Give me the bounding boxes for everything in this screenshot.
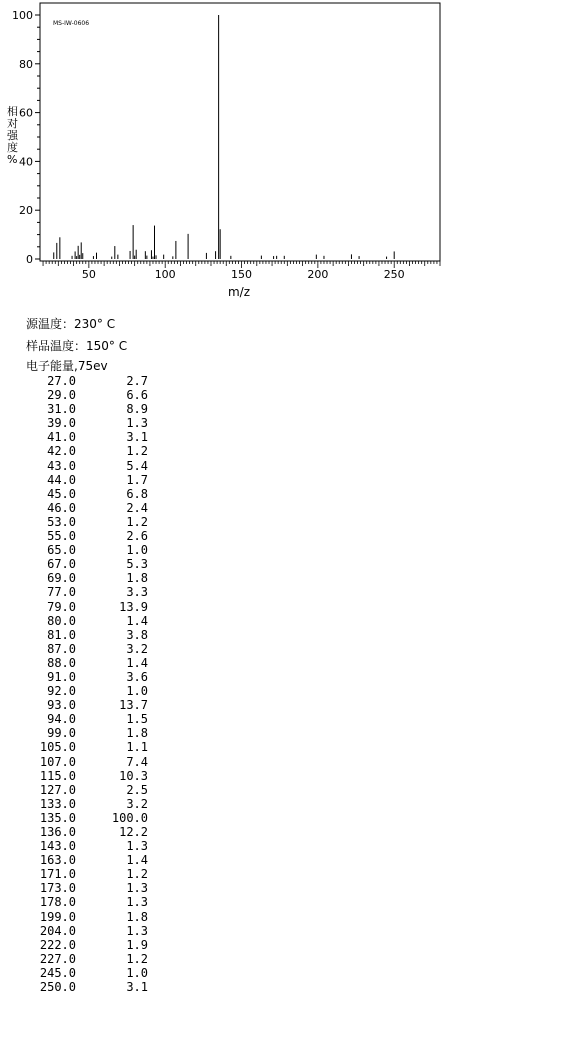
intensity-value: 1.0 bbox=[126, 684, 148, 699]
x-axis-label: m/z bbox=[227, 285, 251, 299]
intensity-value: 5.4 bbox=[126, 458, 148, 473]
table-row bbox=[18, 684, 148, 698]
table-row bbox=[18, 585, 148, 599]
intensity-value: 3.1 bbox=[126, 430, 148, 445]
x-tick-label: 200 bbox=[307, 268, 329, 281]
mz-value: 105.0 bbox=[39, 740, 76, 755]
intensity-value: 1.2 bbox=[126, 444, 148, 459]
mass-spectrum-chart bbox=[0, 0, 570, 305]
y-tick-label: 20 bbox=[19, 204, 33, 218]
table-row bbox=[18, 402, 148, 416]
mz-value: 143.0 bbox=[39, 839, 76, 854]
intensity-value: 1.2 bbox=[126, 951, 148, 966]
table-row bbox=[18, 783, 148, 797]
chart-title: MS-IW-0606 bbox=[53, 20, 90, 27]
intensity-value: 10.3 bbox=[119, 768, 148, 783]
intensity-value: 2.7 bbox=[126, 374, 148, 388]
intensity-value: 1.0 bbox=[126, 543, 148, 558]
table-row bbox=[18, 642, 148, 656]
table-row bbox=[18, 726, 148, 740]
mz-value: 222.0 bbox=[39, 937, 76, 952]
mz-value: 250.0 bbox=[39, 980, 76, 995]
table-row bbox=[18, 501, 148, 515]
mz-value: 31.0 bbox=[47, 402, 76, 417]
mz-value: 245.0 bbox=[39, 965, 76, 980]
mz-value: 204.0 bbox=[39, 923, 76, 938]
intensity-value: 1.7 bbox=[126, 472, 148, 487]
mz-value: 44.0 bbox=[47, 472, 76, 487]
mz-value: 27.0 bbox=[47, 374, 76, 388]
intensity-value: 3.8 bbox=[126, 627, 148, 642]
y-axis-label: 相对强度% bbox=[7, 105, 18, 166]
mz-value: 133.0 bbox=[39, 796, 76, 811]
table-row bbox=[18, 515, 148, 529]
intensity-value: 1.3 bbox=[126, 881, 148, 896]
mz-value: 87.0 bbox=[47, 641, 76, 656]
x-tick-label: 50 bbox=[81, 268, 96, 281]
table-row bbox=[18, 614, 148, 628]
mz-value: 127.0 bbox=[39, 782, 76, 797]
intensity-value: 1.2 bbox=[126, 514, 148, 529]
mz-value: 69.0 bbox=[47, 571, 76, 586]
table-row bbox=[18, 459, 148, 473]
table-row bbox=[18, 797, 148, 811]
intensity-value: 1.8 bbox=[126, 571, 148, 586]
source-temperature: 源温度：230° C bbox=[26, 317, 116, 331]
mz-value: 171.0 bbox=[39, 867, 76, 882]
table-row bbox=[18, 881, 148, 895]
intensity-value: 1.0 bbox=[126, 965, 148, 980]
spectrum-peaks bbox=[54, 15, 394, 259]
intensity-value: 2.4 bbox=[126, 500, 148, 515]
table-row bbox=[18, 600, 148, 614]
mz-value: 91.0 bbox=[47, 669, 76, 684]
intensity-value: 1.5 bbox=[126, 712, 148, 727]
intensity-value: 3.3 bbox=[126, 585, 148, 600]
table-row bbox=[18, 825, 148, 839]
mz-value: 88.0 bbox=[47, 655, 76, 670]
mz-value: 81.0 bbox=[47, 627, 76, 642]
table-row bbox=[18, 543, 148, 557]
mz-value: 93.0 bbox=[47, 698, 76, 713]
mz-value: 42.0 bbox=[47, 444, 76, 459]
table-row bbox=[18, 952, 148, 966]
peak-table bbox=[18, 374, 148, 994]
mz-value: 99.0 bbox=[47, 726, 76, 741]
mz-value: 136.0 bbox=[39, 825, 76, 839]
table-row bbox=[18, 628, 148, 642]
table-row bbox=[18, 557, 148, 571]
intensity-value: 5.3 bbox=[126, 557, 148, 572]
mz-value: 67.0 bbox=[47, 557, 76, 572]
table-row bbox=[18, 374, 148, 388]
mz-value: 65.0 bbox=[47, 543, 76, 558]
intensity-value: 13.9 bbox=[119, 599, 148, 614]
table-row bbox=[18, 966, 148, 980]
intensity-value: 6.8 bbox=[126, 486, 148, 501]
intensity-value: 3.2 bbox=[126, 796, 148, 811]
mz-value: 178.0 bbox=[39, 895, 76, 910]
intensity-value: 3.6 bbox=[126, 669, 148, 684]
mz-value: 107.0 bbox=[39, 754, 76, 769]
intensity-value: 1.4 bbox=[126, 613, 148, 628]
mz-value: 45.0 bbox=[47, 486, 76, 501]
mz-value: 92.0 bbox=[47, 684, 76, 699]
intensity-value: 2.6 bbox=[126, 529, 148, 544]
intensity-value: 1.3 bbox=[126, 416, 148, 431]
table-row bbox=[18, 769, 148, 783]
intensity-value: 1.4 bbox=[126, 655, 148, 670]
intensity-value: 3.1 bbox=[126, 980, 148, 995]
table-row bbox=[18, 698, 148, 712]
table-row bbox=[18, 924, 148, 938]
table-row bbox=[18, 910, 148, 924]
intensity-value: 12.2 bbox=[119, 825, 148, 839]
table-row bbox=[18, 473, 148, 487]
mz-value: 135.0 bbox=[39, 810, 76, 825]
mz-value: 79.0 bbox=[47, 599, 76, 614]
intensity-value: 1.9 bbox=[126, 937, 148, 952]
table-row bbox=[18, 444, 148, 458]
y-tick-label: 0 bbox=[26, 253, 33, 266]
mz-value: 199.0 bbox=[39, 909, 76, 924]
electron-energy: 电子能量,75ev bbox=[26, 359, 108, 373]
mz-value: 41.0 bbox=[47, 430, 76, 445]
table-row bbox=[18, 430, 148, 444]
mz-value: 43.0 bbox=[47, 458, 76, 473]
x-tick-label: 100 bbox=[154, 268, 176, 281]
table-row bbox=[18, 867, 148, 881]
x-tick-label: 250 bbox=[383, 268, 405, 281]
table-row bbox=[18, 712, 148, 726]
y-tick-label: 80 bbox=[19, 57, 33, 71]
table-row bbox=[18, 670, 148, 684]
sample-temperature: 样品温度：150° C bbox=[26, 339, 128, 353]
mz-value: 173.0 bbox=[39, 881, 76, 896]
table-row bbox=[18, 938, 148, 952]
table-row bbox=[18, 388, 148, 402]
table-row bbox=[18, 839, 148, 853]
x-axis-ticks bbox=[43, 261, 440, 281]
table-row bbox=[18, 656, 148, 670]
mz-value: 46.0 bbox=[47, 500, 76, 515]
intensity-value: 1.8 bbox=[126, 909, 148, 924]
intensity-value: 2.5 bbox=[126, 782, 148, 797]
table-row bbox=[18, 980, 148, 994]
y-tick-label: 40 bbox=[19, 155, 33, 169]
mz-value: 163.0 bbox=[39, 853, 76, 868]
table-row bbox=[18, 487, 148, 501]
table-row bbox=[18, 755, 148, 769]
plot-frame bbox=[40, 3, 440, 261]
x-tick-label: 150 bbox=[231, 268, 253, 281]
intensity-value: 1.3 bbox=[126, 839, 148, 854]
mz-value: 77.0 bbox=[47, 585, 76, 600]
mz-value: 55.0 bbox=[47, 529, 76, 544]
table-row bbox=[18, 853, 148, 867]
intensity-value: 8.9 bbox=[126, 402, 148, 417]
y-tick-label: 60 bbox=[19, 106, 33, 120]
table-row bbox=[18, 529, 148, 543]
mz-value: 115.0 bbox=[39, 768, 76, 783]
mz-value: 53.0 bbox=[47, 514, 76, 529]
mz-value: 29.0 bbox=[47, 388, 76, 403]
table-row bbox=[18, 416, 148, 430]
mz-value: 94.0 bbox=[47, 712, 76, 727]
table-row bbox=[18, 811, 148, 825]
intensity-value: 1.2 bbox=[126, 867, 148, 882]
intensity-value: 100.0 bbox=[111, 810, 148, 825]
intensity-value: 1.4 bbox=[126, 853, 148, 868]
mz-value: 80.0 bbox=[47, 613, 76, 628]
intensity-value: 1.8 bbox=[126, 726, 148, 741]
intensity-value: 13.7 bbox=[119, 698, 148, 713]
intensity-value: 1.1 bbox=[126, 740, 148, 755]
table-row bbox=[18, 740, 148, 754]
intensity-value: 3.2 bbox=[126, 641, 148, 656]
y-tick-label: 100 bbox=[12, 9, 33, 22]
intensity-value: 1.3 bbox=[126, 923, 148, 938]
table-row bbox=[18, 571, 148, 585]
intensity-value: 7.4 bbox=[126, 754, 148, 769]
intensity-value: 1.3 bbox=[126, 895, 148, 910]
table-row bbox=[18, 895, 148, 909]
intensity-value: 6.6 bbox=[126, 388, 148, 403]
mz-value: 227.0 bbox=[39, 951, 76, 966]
mz-value: 39.0 bbox=[47, 416, 76, 431]
